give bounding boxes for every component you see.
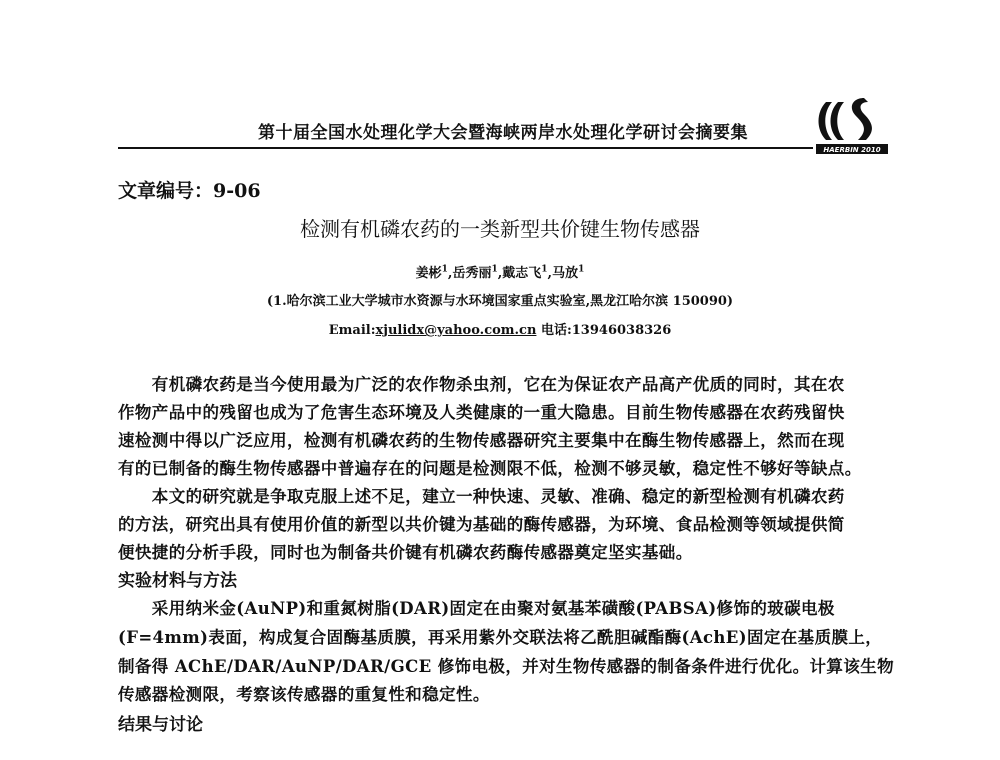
logo-arc-2 (831, 102, 845, 140)
body-line: 有的已制备的酶生物传感器中普遍存在的问题是检测限不低，检测不够灵敏，稳定性不够好等缺点。 (118, 459, 862, 478)
author-list: 姜彬$^1$,岳秀丽$^1$,戴志飞$^1$,马放$^1$ (415, 264, 585, 281)
logo-s-shape (852, 98, 872, 140)
author-name: 岳秀丽 (452, 266, 492, 281)
author-affiliation: (1.哈尔滨工业大学城市水资源与水环境国家重点实验室,黑龙江哈尔滨 150090) (266, 294, 734, 309)
email-label: Email: (328, 323, 376, 338)
author-affil-mark: 1 (541, 264, 548, 275)
author-affil-mark: 1 (491, 264, 498, 275)
logo-text: HAERBIN 2010 (823, 146, 881, 154)
conference-logo (812, 94, 892, 158)
contact-line (0, 319, 1000, 338)
author-name: 姜彬 (415, 266, 442, 281)
body-line: 的方法，研究出具有使用价值的新型以共价键为基础的酶传感器，为环境、食品检测等领域提供简 (118, 515, 845, 534)
section-heading-methods: 实验材料与方法 (118, 571, 237, 591)
body-line: 传感器检测限，考察该传感器的重复性和稳定性。 (118, 685, 490, 704)
body-line: 便快捷的分析手段，同时也为制备共价键有机磷农药酶传感器奠定坚实基础。 (118, 543, 693, 562)
body-line: 本文的研究就是争取克服上述不足，建立一种快速、灵敏、准确、稳定的新型检测有机磷农药 (118, 487, 845, 506)
body-line: 制备得 AChE/DAR/AuNP/DAR/GCE 修饰电极，并对生物传感器的制备条件进行优化。计算该生物 (118, 657, 895, 676)
body-line: (F=4mm)表面，构成复合固酶基质膜，再采用紫外交联法将乙酰胆碱酯酶(AchE)固定在基质膜上， (118, 628, 883, 647)
author-name: 马放 (552, 266, 579, 281)
author-affil-mark: 1 (441, 264, 448, 275)
author-affil-mark: 1 (578, 264, 585, 275)
body-line: 采用纳米金(AuNP)和重氮树脂(DAR)固定在由聚对氨基苯磺酸(PABSA)修饰的玻碳电极 (118, 599, 835, 618)
author-name: 戴志飞 (502, 266, 542, 281)
body-line: 作物产品中的残留也成为了危害生态环境及人类健康的一重大隐患。目前生物传感器在农药残留快 (118, 403, 845, 422)
conference-header-title: 第十届全国水处理化学大会暨海峡两岸水处理化学研讨会摘要集 (258, 123, 748, 143)
header-rule (118, 147, 813, 149)
logo-arc-1 (819, 102, 833, 140)
article-number: 文章编号：9-06 (118, 180, 261, 202)
email-link[interactable]: xjulidx@yahoo.com.cn (375, 323, 537, 338)
section-heading-results: 结果与讨论 (118, 715, 203, 735)
body-line: 有机磷农药是当今使用最为广泛的农作物杀虫剂，它在为保证农产品高产优质的同时，其在农 (118, 375, 845, 394)
article-title: 检测有机磷农药的一类新型共价键生物传感器 (300, 217, 700, 241)
body-line: 速检测中得以广泛应用，检测有机磷农药的生物传感器研究主要集中在酶生物传感器上，然而在现 (118, 431, 845, 450)
phone-text: 电话:13946038326 (536, 323, 672, 338)
